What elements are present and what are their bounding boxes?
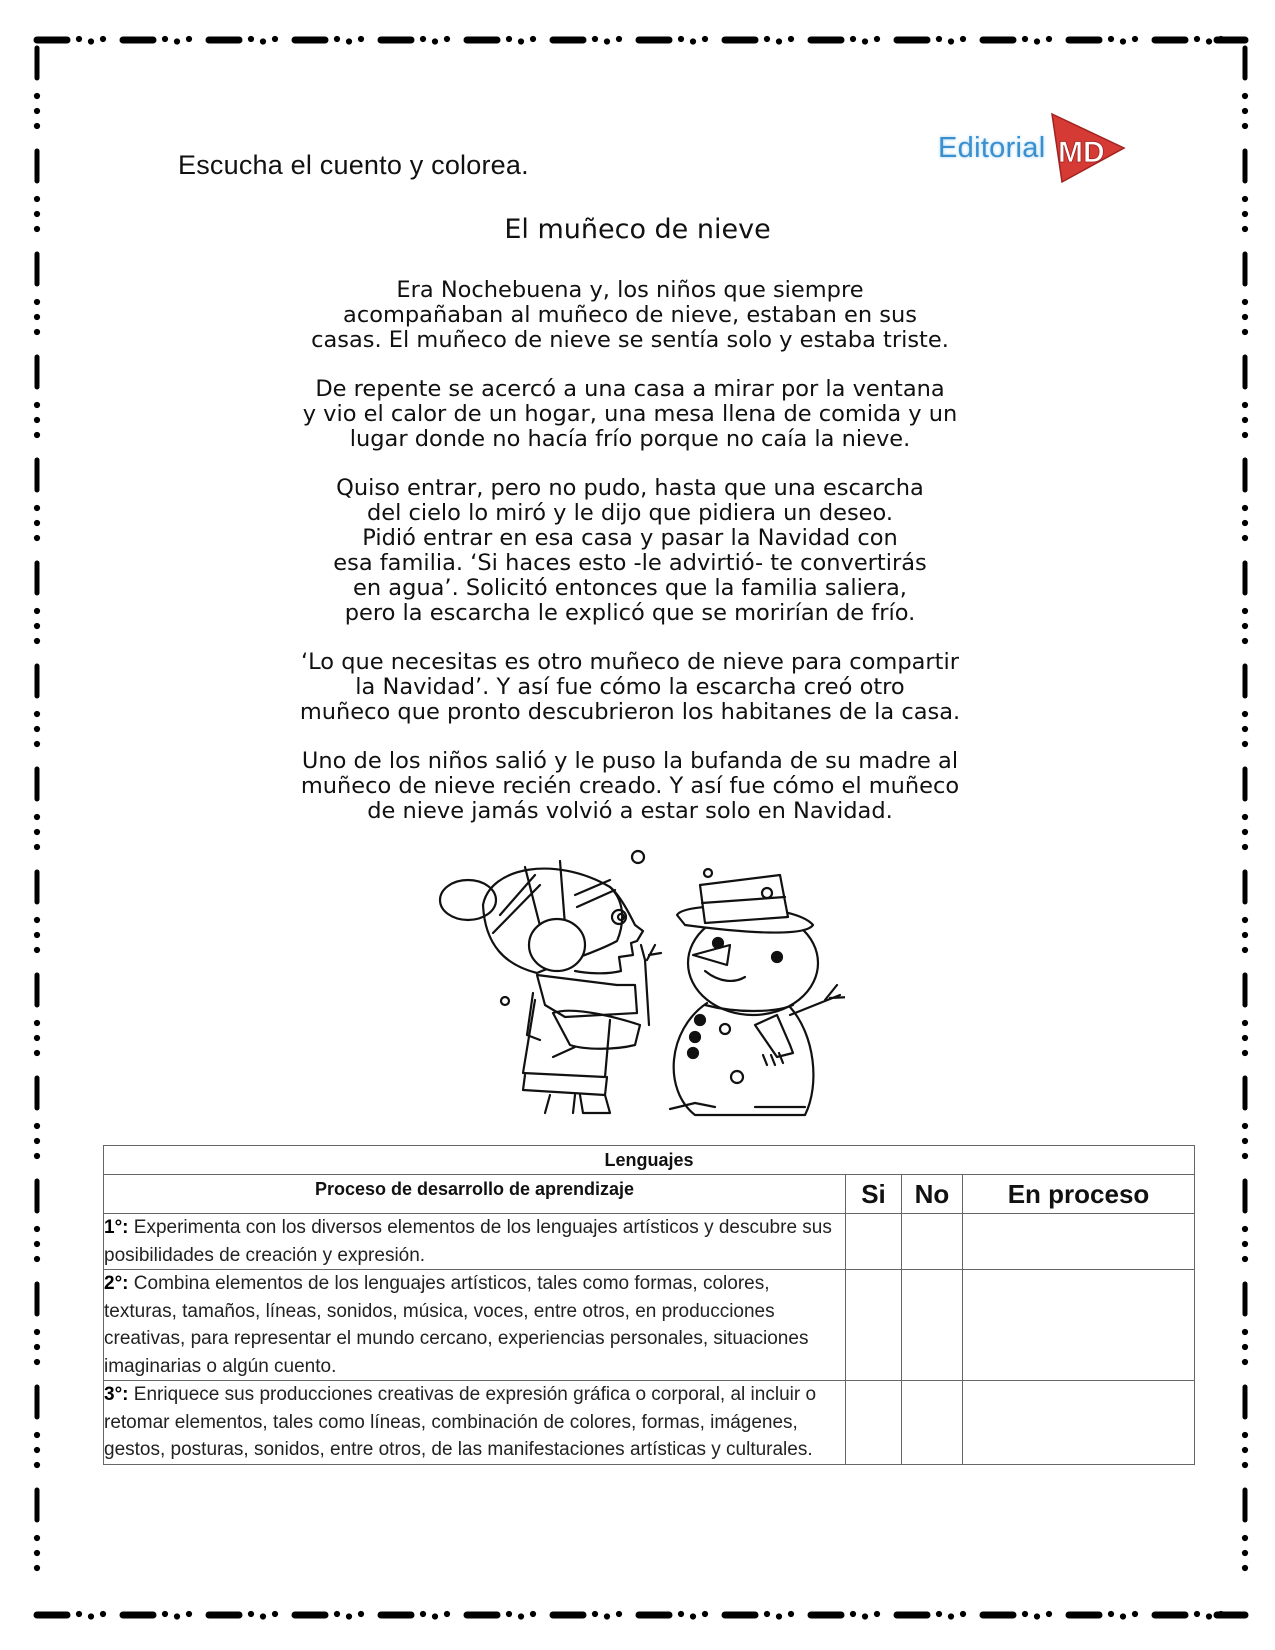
border-dot <box>1108 36 1113 41</box>
border-dot <box>34 741 39 746</box>
story-line: del cielo lo miró y le dijo que pidiera un deseo. <box>366 500 894 526</box>
border-dot <box>862 39 867 44</box>
border-dot <box>1242 1123 1247 1128</box>
border-dot <box>34 947 39 952</box>
border-dot <box>1242 1462 1247 1467</box>
border-dot <box>162 36 167 41</box>
story-line: la Navidad’. Y así fue cómo la escarcha creó otro <box>355 674 905 700</box>
border-dot <box>34 1241 39 1246</box>
border-dot <box>432 39 437 44</box>
border-dot <box>788 36 793 41</box>
border-dot <box>346 1614 351 1619</box>
check-cell-si[interactable] <box>846 1381 902 1465</box>
option-header-no: No <box>902 1175 963 1214</box>
border-dot <box>604 1614 609 1619</box>
border-dot <box>34 1050 39 1055</box>
snowman-smile <box>705 971 745 981</box>
border-dot <box>1242 1565 1247 1570</box>
border-dot <box>34 623 39 628</box>
snowman-nose <box>693 945 730 965</box>
story-line: acompañaban al muñeco de nieve, estaban en sus <box>343 302 917 328</box>
border-dot <box>1242 1432 1247 1437</box>
editorial-md-logo <box>938 102 1128 184</box>
story-paragraph <box>180 278 1080 353</box>
border-dot <box>34 329 39 334</box>
border-dot <box>1120 1614 1125 1619</box>
table-row <box>104 1214 1195 1270</box>
border-dot <box>1242 299 1247 304</box>
border-dot <box>1242 947 1247 952</box>
table-header-row <box>104 1175 1195 1214</box>
border-dot <box>34 535 39 540</box>
border-dot <box>100 36 105 41</box>
story-paragraph <box>180 650 1080 725</box>
border-dot <box>34 711 39 716</box>
snowman-eye <box>772 952 782 962</box>
border-dot <box>1242 1359 1247 1364</box>
border-dot <box>1242 814 1247 819</box>
learning-process: Experimenta con los diversos elementos de los lenguajes artísticos y descubre sus posibilidades de creación y expresión. <box>104 1217 832 1266</box>
border-dot <box>1242 623 1247 628</box>
border-dot <box>444 36 449 41</box>
option-header-si: Si <box>846 1175 902 1214</box>
logo-text: Editorial <box>938 132 1046 164</box>
border-dot <box>1242 432 1247 437</box>
border-dot <box>1242 520 1247 525</box>
option-header-en-proceso: En proceso <box>963 1175 1195 1214</box>
border-dot <box>248 1611 253 1616</box>
border-dot <box>186 36 191 41</box>
learning-process: Enriquece sus producciones creativas de expresión gráfica o corporal, al incluir o retomar elementos, tales como líneas, combinación de colores, formas, imágenes, gestos, posturas, sonidos, entre otros, de las manifestaciones artísticas y culturales. <box>104 1384 817 1460</box>
border-dot <box>1242 1256 1247 1261</box>
border-dot <box>850 1611 855 1616</box>
border-dot <box>702 36 707 41</box>
row-2-text <box>104 1270 846 1381</box>
border-dot <box>88 39 93 44</box>
border-dot <box>616 1611 621 1616</box>
border-dot <box>1132 1611 1137 1616</box>
border-dot <box>1022 36 1027 41</box>
border-dot <box>936 1611 941 1616</box>
check-cell-no[interactable] <box>902 1270 963 1381</box>
border-dot <box>678 1611 683 1616</box>
border-dot <box>1242 1153 1247 1158</box>
md-logo-icon <box>1048 102 1128 184</box>
border-dot <box>1242 1535 1247 1540</box>
border-dot <box>1206 39 1211 44</box>
border-dot <box>1242 917 1247 922</box>
border-dot <box>1046 36 1051 41</box>
story-line: en agua’. Solicitó entonces que la familia saliera, <box>353 575 907 601</box>
border-dot <box>1242 726 1247 731</box>
border-dot <box>1046 1611 1051 1616</box>
border-dot <box>334 1611 339 1616</box>
border-dot <box>960 1611 965 1616</box>
border-dot <box>34 1359 39 1364</box>
border-dot <box>34 299 39 304</box>
border-dot <box>76 36 81 41</box>
border-dot <box>1242 505 1247 510</box>
evaluation-table <box>103 1145 1195 1465</box>
story-title: El muñeco de nieve <box>504 214 771 245</box>
scarf-fringe <box>763 1053 783 1065</box>
story-line: Uno de los niños salió y le puso la bufanda de su madre al <box>301 748 959 774</box>
border-dot <box>34 932 39 937</box>
border-dot <box>1242 1020 1247 1025</box>
story-paragraph <box>180 749 1080 824</box>
check-cell-si[interactable] <box>846 1214 902 1270</box>
process-header: Proceso de desarrollo de aprendizaje <box>104 1175 846 1214</box>
border-dot <box>88 1614 93 1619</box>
border-dot <box>764 1611 769 1616</box>
border-dot <box>530 36 535 41</box>
snow-spot <box>720 1024 730 1034</box>
border-dot <box>34 1329 39 1334</box>
border-dot <box>690 39 695 44</box>
border-dot <box>186 1611 191 1616</box>
border-dot <box>34 314 39 319</box>
border-dot <box>346 39 351 44</box>
border-dot <box>874 36 879 41</box>
border-dot <box>592 1611 597 1616</box>
border-dot <box>34 93 39 98</box>
child-and-snowman-coloring-icon <box>405 845 845 1120</box>
border-dot <box>34 1462 39 1467</box>
border-dot <box>76 1611 81 1616</box>
story-line: pero la escarcha le explicó que se morirían de frío. <box>344 600 916 626</box>
ground <box>670 1103 805 1109</box>
border-dot <box>1242 1138 1247 1143</box>
border-dot <box>1242 711 1247 716</box>
story-line: ‘Lo que necesitas es otro muñeco de nieve para compartir <box>301 649 959 675</box>
border-dot <box>1120 39 1125 44</box>
check-cell-no[interactable] <box>902 1214 963 1270</box>
border-dot <box>34 520 39 525</box>
check-cell-en-proceso[interactable] <box>963 1270 1195 1381</box>
border-dot <box>1242 196 1247 201</box>
border-dot <box>960 36 965 41</box>
border-dot <box>518 39 523 44</box>
border-dot <box>1242 417 1247 422</box>
snowflake <box>632 851 644 863</box>
border-dot <box>34 417 39 422</box>
border-dot <box>34 814 39 819</box>
border-dot <box>678 36 683 41</box>
row-3-text <box>104 1381 846 1465</box>
story-line: muñeco que pronto descubrieron los habitanes de la casa. <box>299 699 961 725</box>
border-dot <box>34 1153 39 1158</box>
border-dot <box>34 1344 39 1349</box>
border-dot <box>1242 1035 1247 1040</box>
border-dot <box>506 36 511 41</box>
border-dot <box>1242 829 1247 834</box>
border-dot <box>592 36 597 41</box>
border-dot <box>948 1614 953 1619</box>
border-dot <box>936 36 941 41</box>
border-dot <box>162 1611 167 1616</box>
border-dot <box>1242 402 1247 407</box>
border-dot <box>100 1611 105 1616</box>
snowflake <box>501 997 509 1005</box>
earmuff <box>529 919 585 971</box>
table-row <box>104 1381 1195 1465</box>
check-cell-en-proceso[interactable] <box>963 1214 1195 1270</box>
border-dot <box>34 196 39 201</box>
border-dot <box>948 39 953 44</box>
story-body <box>180 278 1080 848</box>
border-dot <box>34 1123 39 1128</box>
border-dot <box>34 505 39 510</box>
border-dot <box>604 39 609 44</box>
border-dot <box>776 39 781 44</box>
border-dot <box>34 608 39 613</box>
border-dot <box>518 1614 523 1619</box>
story-line: Quiso entrar, pero no pudo, hasta que una escarcha <box>336 475 924 501</box>
border-dot <box>34 1565 39 1570</box>
snow-spot <box>731 1071 743 1083</box>
border-dot <box>1242 1447 1247 1452</box>
border-dot <box>1242 638 1247 643</box>
snowman-button <box>690 1032 700 1042</box>
border-dot <box>174 39 179 44</box>
border-dot <box>1242 1344 1247 1349</box>
border-dot <box>1022 1611 1027 1616</box>
child-scarf <box>537 975 637 1017</box>
border-dot <box>862 1614 867 1619</box>
snowman-scarf <box>755 1015 793 1057</box>
twig <box>641 945 661 1025</box>
border-dot <box>1242 108 1247 113</box>
border-dot <box>34 1138 39 1143</box>
border-dot <box>420 36 425 41</box>
svg-text:MD: MD <box>1058 136 1105 169</box>
border-dot <box>1242 844 1247 849</box>
border-dot <box>34 402 39 407</box>
border-dot <box>1242 123 1247 128</box>
border-dot <box>34 1550 39 1555</box>
border-dot <box>34 844 39 849</box>
border-dot <box>34 1256 39 1261</box>
border-dot <box>1206 1614 1211 1619</box>
snowman-button <box>688 1048 698 1058</box>
story-line: Pidió entrar en esa casa y pasar la Navidad con <box>362 525 898 551</box>
border-dot <box>1242 932 1247 937</box>
border-dot <box>1242 1241 1247 1246</box>
border-dot <box>1242 1329 1247 1334</box>
border-dot <box>432 1614 437 1619</box>
story-line: y vio el calor de un hogar, una mesa llena de comida y un <box>302 401 958 427</box>
border-dot <box>1194 1611 1199 1616</box>
border-dot <box>850 36 855 41</box>
story-line: esa familia. ‘Si haces esto -le advirtió- te convertirás <box>333 550 927 576</box>
border-dot <box>874 1611 879 1616</box>
border-dot <box>272 36 277 41</box>
border-dot <box>1242 314 1247 319</box>
border-dot <box>34 1447 39 1452</box>
child-pupil <box>618 914 624 920</box>
border-dot <box>34 917 39 922</box>
table-row <box>104 1270 1195 1381</box>
hat-pompom <box>440 880 496 920</box>
story-line: lugar donde no hacía frío porque no caía la nieve. <box>349 426 911 452</box>
border-dot <box>1108 1611 1113 1616</box>
border-dot <box>34 432 39 437</box>
story-line: Era Nochebuena y, los niños que siempre <box>396 277 864 303</box>
border-dot <box>506 1611 511 1616</box>
border-dot <box>690 1614 695 1619</box>
border-dot <box>776 1614 781 1619</box>
border-dot <box>34 1226 39 1231</box>
table-area-row <box>104 1146 1195 1175</box>
instruction-text: Escucha el cuento y colorea. <box>178 150 529 180</box>
border-dot <box>1034 1614 1039 1619</box>
check-cell-si[interactable] <box>846 1270 902 1381</box>
border-dot <box>34 1432 39 1437</box>
snowman-button <box>695 1015 705 1025</box>
border-dot <box>34 638 39 643</box>
border-dot <box>616 36 621 41</box>
border-dot <box>34 829 39 834</box>
border-dot <box>248 36 253 41</box>
border-dot <box>34 1535 39 1540</box>
grade-label: 2°: <box>104 1273 129 1294</box>
border-dot <box>34 108 39 113</box>
border-dot <box>34 726 39 731</box>
check-cell-no[interactable] <box>902 1381 963 1465</box>
border-dot <box>1242 1226 1247 1231</box>
border-dot <box>174 1614 179 1619</box>
story-line: muñeco de nieve recién creado. Y así fue cómo el muñeco <box>300 773 960 799</box>
border-dot <box>764 36 769 41</box>
border-dot <box>788 1611 793 1616</box>
border-dot <box>34 1035 39 1040</box>
story-paragraph <box>180 377 1080 452</box>
story-paragraph <box>180 476 1080 626</box>
grade-label: 3°: <box>104 1384 129 1405</box>
border-dot <box>272 1611 277 1616</box>
border-dot <box>358 36 363 41</box>
child-face <box>575 887 643 973</box>
border-dot <box>702 1611 707 1616</box>
border-dot <box>34 1020 39 1025</box>
border-dot <box>1242 741 1247 746</box>
border-dot <box>260 39 265 44</box>
check-cell-en-proceso[interactable] <box>963 1381 1195 1465</box>
border-dot <box>444 1611 449 1616</box>
border-dot <box>420 1611 425 1616</box>
story-line: De repente se acercó a una casa a mirar por la ventana <box>315 376 945 402</box>
border-dot <box>1242 1050 1247 1055</box>
border-dot <box>260 1614 265 1619</box>
coat-hem <box>523 1075 607 1095</box>
border-dot <box>1194 36 1199 41</box>
border-dot <box>1242 535 1247 540</box>
story-line: casas. El muñeco de nieve se sentía solo y estaba triste. <box>311 327 949 353</box>
border-dot <box>34 123 39 128</box>
border-dot <box>1132 36 1137 41</box>
border-dot <box>1242 608 1247 613</box>
row-1-text <box>104 1214 846 1270</box>
border-dot <box>1242 1550 1247 1555</box>
story-line: de nieve jamás volvió a estar solo en Navidad. <box>367 798 893 824</box>
border-dot <box>1242 93 1247 98</box>
border-dot <box>530 1611 535 1616</box>
coat-pocket <box>553 1047 575 1057</box>
border-dot <box>358 1611 363 1616</box>
area-header: Lenguajes <box>104 1146 1195 1175</box>
border-dot <box>334 36 339 41</box>
learning-process: Combina elementos de los lenguajes artísticos, tales como formas, colores, texturas, tamaños, líneas, sonidos, música, voces, entre otros, en producciones creativas, para representar el mundo cercano, experiencias personales, situaciones imaginarias o algún cuento. <box>104 1273 809 1377</box>
grade-label: 1°: <box>104 1217 129 1238</box>
snowflake <box>704 869 712 877</box>
child-boots <box>545 1095 610 1113</box>
border-dot <box>1242 329 1247 334</box>
border-dot <box>1034 39 1039 44</box>
